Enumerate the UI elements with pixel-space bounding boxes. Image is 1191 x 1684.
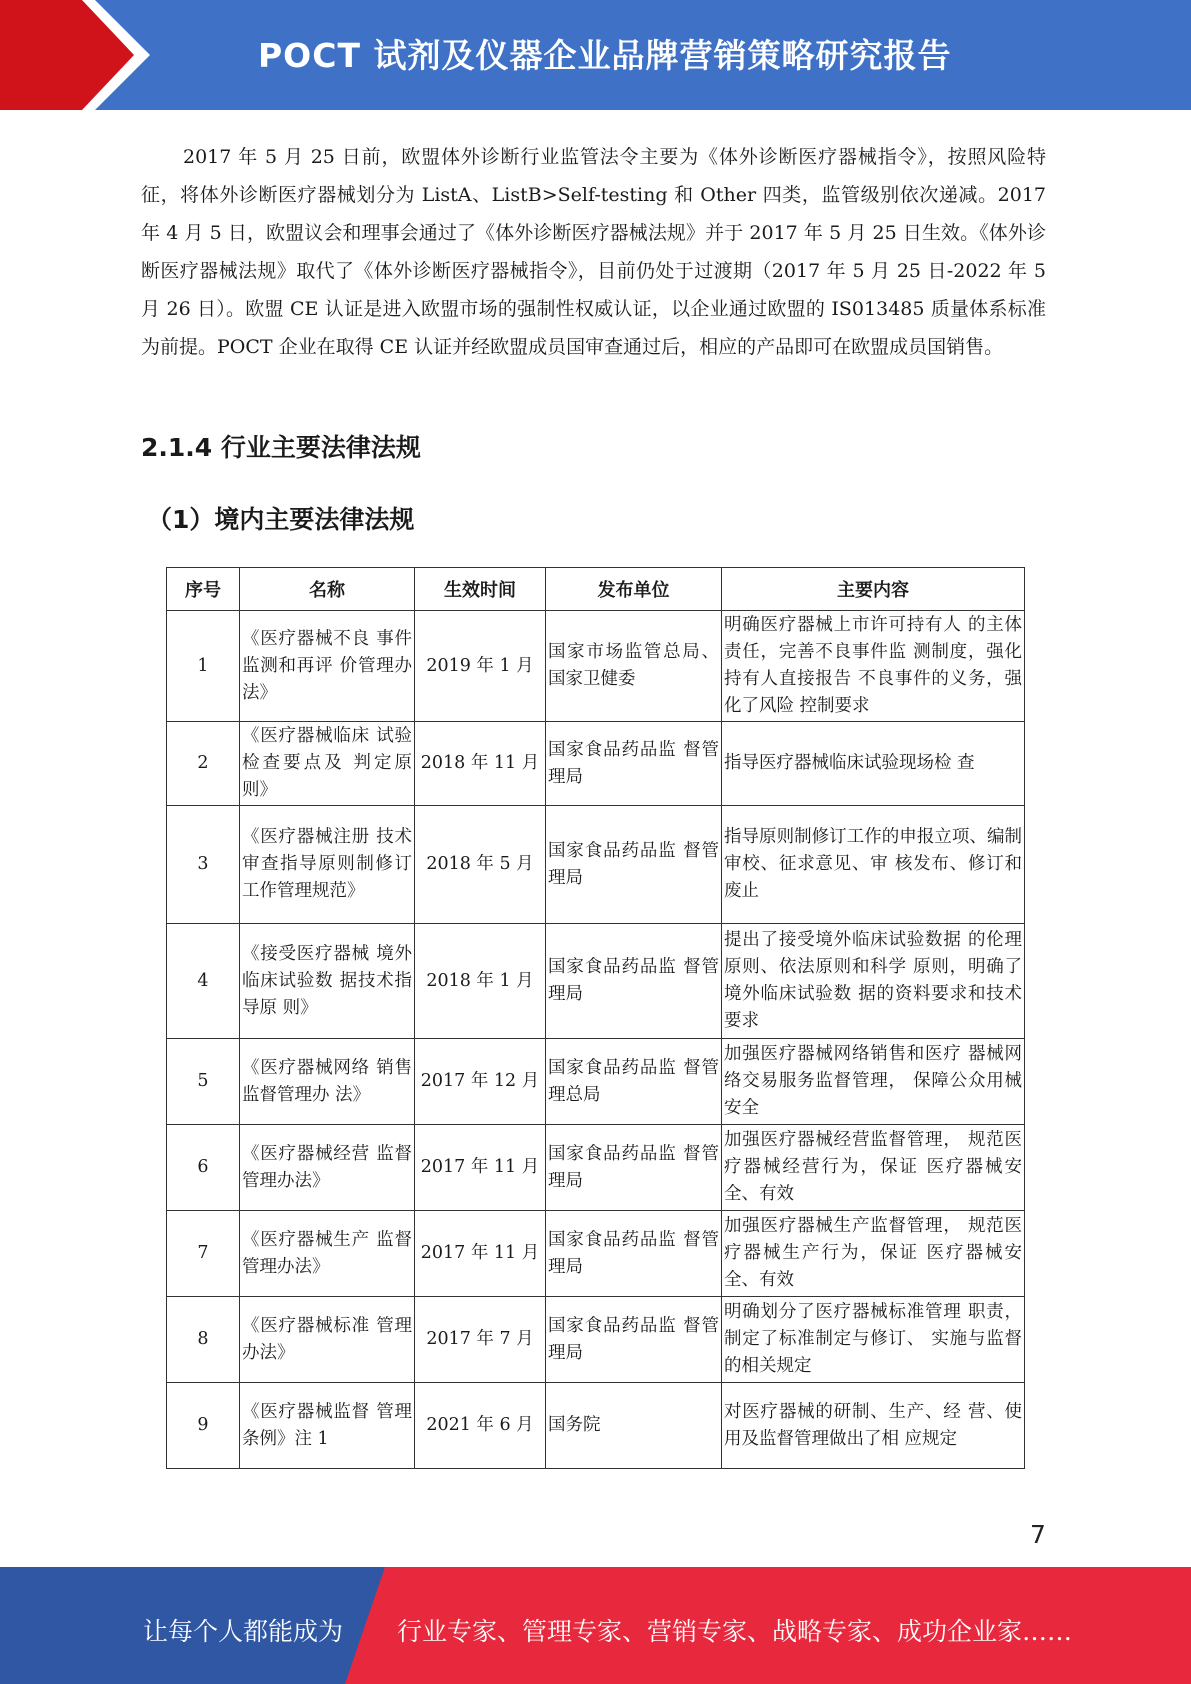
table-row xyxy=(167,1383,1025,1469)
cell-content: 对医疗器械的研制、生产、经 营、使用及监督管理做出了相 应规定 xyxy=(722,1383,1025,1469)
cell-date: 2017 年 12 月 xyxy=(415,1039,546,1125)
cell-date: 2018 年 1 月 xyxy=(415,924,546,1039)
header-org: 发布单位 xyxy=(546,568,722,611)
cell-date: 2017 年 11 月 xyxy=(415,1211,546,1297)
cell-no: 7 xyxy=(167,1211,240,1297)
cell-org: 国家食品药品监 督管理局 xyxy=(546,1211,722,1297)
section-heading: 2.1.4 行业主要法律法规 xyxy=(141,433,421,462)
cell-content: 加强医疗器械经营监督管理， 规范医疗器械经营行为，保证 医疗器械安全、有效 xyxy=(722,1125,1025,1211)
cell-content: 明确划分了医疗器械标准管理 职责，制定了标准制定与修订、 实施与监督的相关规定 xyxy=(722,1297,1025,1383)
header-date: 生效时间 xyxy=(415,568,546,611)
header-no: 序号 xyxy=(167,568,240,611)
cell-name: 《医疗器械注册 技术审查指导原则制修订工作管理规范》 xyxy=(240,806,415,924)
page-footer xyxy=(0,1567,1191,1684)
header-content: 主要内容 xyxy=(722,568,1025,611)
cell-date: 2018 年 5 月 xyxy=(415,806,546,924)
cell-org: 国家食品药品监 督管理局 xyxy=(546,924,722,1039)
cell-org: 国家食品药品监 督管理总局 xyxy=(546,1039,722,1125)
table-row xyxy=(167,924,1025,1039)
cell-content: 指导原则制修订工作的申报立项、编制审校、征求意见、审 核发布、修订和废止 xyxy=(722,806,1025,924)
header-name: 名称 xyxy=(240,568,415,611)
header-arrow-decoration xyxy=(0,0,150,110)
cell-name: 《医疗器械生产 监督管理办法》 xyxy=(240,1211,415,1297)
cell-content: 加强医疗器械生产监督管理， 规范医疗器械生产行为，保证 医疗器械安全、有效 xyxy=(722,1211,1025,1297)
table-row xyxy=(167,1125,1025,1211)
cell-content: 加强医疗器械网络销售和医疗 器械网络交易服务监督管理， 保障公众用械安全 xyxy=(722,1039,1025,1125)
cell-name: 《医疗器械临床 试验检查要点及 判定原则》 xyxy=(240,722,415,806)
cell-content: 明确医疗器械上市许可持有人 的主体责任，完善不良事件监 测制度，强化持有人直接报告 不良事件的义务，强化了风险 控制要求 xyxy=(722,611,1025,722)
table-row xyxy=(167,1211,1025,1297)
cell-no: 1 xyxy=(167,611,240,722)
table-row xyxy=(167,611,1025,722)
table-row xyxy=(167,806,1025,924)
cell-no: 4 xyxy=(167,924,240,1039)
table-row xyxy=(167,1297,1025,1383)
cell-date: 2019 年 1 月 xyxy=(415,611,546,722)
section-subheading: （1）境内主要法律法规 xyxy=(147,505,415,534)
footer-left-text: 让每个人都能成为 xyxy=(143,1617,344,1646)
cell-no: 5 xyxy=(167,1039,240,1125)
cell-org: 国务院 xyxy=(546,1383,722,1469)
body-paragraph: 2017 年 5 月 25 日前，欧盟体外诊断行业监管法令主要为《体外诊断医疗器械指令》，按照风险特征，将体外诊断医疗器械划分为 ListA、ListB>Self-testing 和 Other 四类，监管级别依次递减。2017 年 4 月 5 日，欧盟议会和理事会通过了《体外诊断医疗器械法规》并于 2017 年 5 月 25 日生效。《体外诊断医疗器械法规》取代了《体外诊断医疗器械指令》，目前仍处于过渡期（2017 年 5 月 25 日-2022 年 5 月 26 日）。欧盟 CE 认证是进入欧盟市场的强制性权威认证，以企业通过欧盟的 IS013485 质量体系标准为前提。POCT 企业在取得 CE 认证并经欧盟成员国审查通过后，相应的产品即可在欧盟成员国销售。 xyxy=(141,146,1046,358)
cell-no: 9 xyxy=(167,1383,240,1469)
table-row xyxy=(167,1039,1025,1125)
cell-name: 《医疗器械监督 管理条例》注 1 xyxy=(240,1383,415,1469)
cell-org: 国家食品药品监 督管理局 xyxy=(546,722,722,806)
page-header xyxy=(0,0,1191,110)
cell-date: 2018 年 11 月 xyxy=(415,722,546,806)
footer-right-text: 行业专家、管理专家、营销专家、战略专家、成功企业家…… xyxy=(397,1617,1073,1646)
cell-org: 国家食品药品监 督管理局 xyxy=(546,806,722,924)
cell-content: 指导医疗器械临床试验现场检 查 xyxy=(722,722,1025,806)
cell-name: 《医疗器械网络 销售监督管理办 法》 xyxy=(240,1039,415,1125)
cell-name: 《医疗器械标准 管理办法》 xyxy=(240,1297,415,1383)
cell-name: 《接受医疗器械 境外临床试验数 据技术指导原 则》 xyxy=(240,924,415,1039)
page-number: 7 xyxy=(1030,1520,1046,1549)
cell-no: 2 xyxy=(167,722,240,806)
cell-name: 《医疗器械不良 事件监测和再评 价管理办法》 xyxy=(240,611,415,722)
table-header-row xyxy=(167,568,1025,611)
cell-date: 2021 年 6 月 xyxy=(415,1383,546,1469)
cell-date: 2017 年 11 月 xyxy=(415,1125,546,1211)
laws-table xyxy=(166,567,1025,1469)
cell-no: 6 xyxy=(167,1125,240,1211)
cell-no: 8 xyxy=(167,1297,240,1383)
cell-org: 国家食品药品监 督管理局 xyxy=(546,1297,722,1383)
header-title: POCT 试剂及仪器企业品牌营销策略研究报告 xyxy=(258,36,952,75)
cell-date: 2017 年 7 月 xyxy=(415,1297,546,1383)
table-row xyxy=(167,722,1025,806)
cell-no: 3 xyxy=(167,806,240,924)
cell-org: 国家食品药品监 督管理局 xyxy=(546,1125,722,1211)
cell-name: 《医疗器械经营 监督管理办法》 xyxy=(240,1125,415,1211)
cell-content: 提出了接受境外临床试验数据 的伦理原则、依法原则和科学 原则，明确了境外临床试验数 据的资料要求和技术要求 xyxy=(722,924,1025,1039)
cell-org: 国家市场监管总局、国家卫健委 xyxy=(546,611,722,722)
